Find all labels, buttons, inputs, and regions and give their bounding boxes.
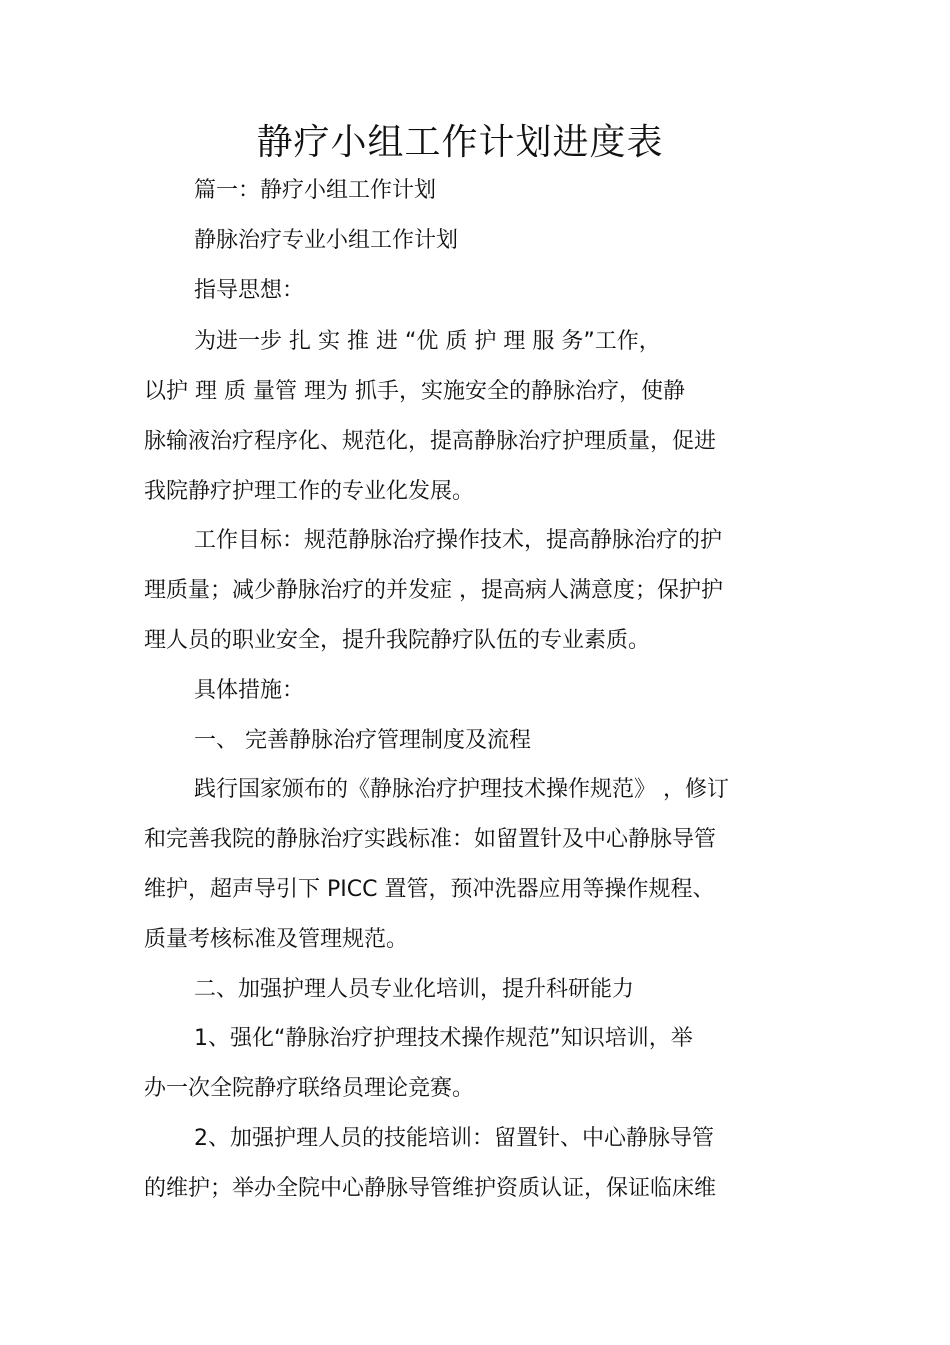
paragraph-line: 静脉治疗专业小组工作计划	[194, 228, 459, 253]
paragraph-line: 维护，超声导引下 PICC 置管，预冲洗器应用等操作规程、	[144, 877, 715, 902]
paragraph-line: 篇一：静疗小组工作计划	[194, 178, 437, 203]
section-heading: 二、加强护理人员专业化培训，提升科研能力	[194, 977, 635, 1002]
paragraph-line: 脉输液治疗程序化、规范化，提高静脉治疗护理质量，促进	[144, 429, 717, 454]
paragraph-line: 理人员的职业安全，提升我院静疗队伍的专业素质。	[144, 628, 651, 653]
paragraph-line: 践行国家颁布的《静脉治疗护理技术操作规范》 ，修订	[194, 777, 729, 802]
paragraph-line: 质量考核标准及管理规范。	[144, 927, 409, 952]
paragraph-line: 的维护；举办全院中心静脉导管维护资质认证，保证临床维	[144, 1176, 717, 1201]
paragraph-line: 和完善我院的静脉治疗实践标准：如留置针及中心静脉导管	[144, 827, 717, 852]
paragraph-line: 指导思想：	[194, 278, 305, 303]
paragraph-line: 具体措施：	[194, 678, 305, 703]
paragraph-line: 理质量；减少静脉治疗的并发症 ，提高病人满意度；保护护	[144, 578, 723, 603]
paragraph-line: 1、强化“静脉治疗护理技术操作规范”知识培训，举	[194, 1026, 693, 1051]
paragraph-line: 为进一步 扎 实 推 进 “优 质 护 理 服 务”工作，	[194, 329, 661, 354]
section-heading: 一、 完善静脉治疗管理制度及流程	[194, 728, 531, 753]
paragraph-line: 以护 理 质 量管 理为 抓手，实施安全的静脉治疗，使静	[144, 379, 685, 404]
paragraph-line: 2、加强护理人员的技能培训：留置针、中心静脉导管	[194, 1126, 714, 1151]
paragraph-line: 我院静疗护理工作的专业化发展。	[144, 479, 475, 504]
paragraph-line: 工作目标：规范静脉治疗操作技术，提高静脉治疗的护	[194, 528, 723, 553]
paragraph-line: 办一次全院静疗联络员理论竞赛。	[144, 1076, 475, 1101]
document-title: 静疗小组工作计划进度表	[256, 122, 664, 163]
